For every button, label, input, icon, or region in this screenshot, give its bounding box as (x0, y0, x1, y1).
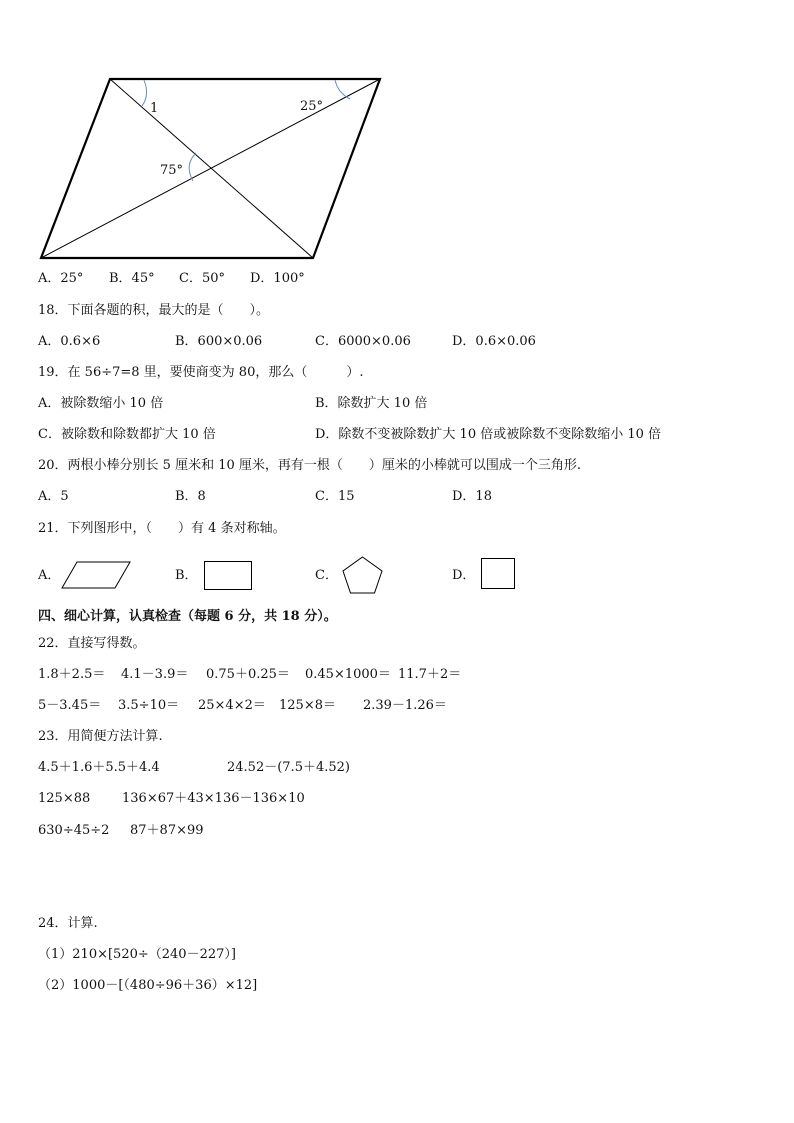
q18-stem: 18．下面各题的积，最大的是（ ）。 (38, 303, 270, 318)
q19-option-d: D．除数不变被除数扩大 10 倍或被除数不变除数缩小 10 倍 (315, 427, 662, 442)
pentagon-icon (342, 556, 384, 594)
parallelogram-figure (0, 0, 794, 280)
q17-option-a: A．25° (38, 271, 84, 286)
q23-stem: 23．用简便方法计算. (38, 729, 163, 744)
q21-option-a: A． (38, 568, 61, 583)
q24-item: （1）210×[520÷（240－227）] (38, 947, 236, 962)
q23-item: 630÷45÷2 (38, 823, 110, 838)
q22-item: 0.75＋0.25＝ (206, 667, 290, 682)
q21-option-b: B． (175, 568, 198, 583)
parallelogram-icon (62, 560, 132, 590)
q23-item: 87＋87×99 (130, 823, 204, 838)
q22-item: 125×8＝ (279, 698, 336, 713)
q22-item: 2.39－1.26＝ (363, 698, 447, 713)
q23-item: 4.5＋1.6＋5.5＋4.4 (38, 760, 160, 775)
q21-option-c: C． (315, 568, 338, 583)
q22-item: 5－3.45＝ (38, 698, 102, 713)
q20-stem: 20．两根小棒分别长 5 厘米和 10 厘米，再有一根（ ）厘米的小棒就可以围成一个三角形. (38, 458, 582, 473)
q21-option-d: D． (452, 568, 476, 583)
q22-stem: 22．直接写得数。 (38, 636, 146, 651)
q18-option-a: A．0.6×6 (38, 334, 101, 349)
q24-stem: 24．计算. (38, 916, 98, 931)
q22-item: 3.5÷10＝ (118, 698, 180, 713)
angle-arc-1 (142, 80, 147, 106)
q19-option-c: C．被除数和除数都扩大 10 倍 (38, 427, 216, 442)
q22-item: 11.7＋2＝ (398, 667, 462, 682)
q22-item: 4.1－3.9＝ (121, 667, 189, 682)
q22-item: 1.8＋2.5＝ (38, 667, 106, 682)
q17-option-d: D．100° (250, 271, 305, 286)
angle-label-25: 25° (300, 99, 324, 114)
q20-option-d: D．18 (452, 489, 492, 504)
angle-label-75: 75° (160, 163, 184, 178)
section-4-heading: 四、细心计算，认真检查（每题 6 分，共 18 分）。 (38, 609, 337, 624)
q20-option-a: A．5 (38, 489, 69, 504)
q17-option-b: B．45° (109, 271, 155, 286)
rectangle-icon (204, 561, 252, 591)
q20-option-c: C．15 (315, 489, 355, 504)
diagonal-2 (41, 79, 380, 258)
q23-item: 136×67＋43×136－136×10 (122, 791, 305, 806)
q20-option-b: B．8 (175, 489, 206, 504)
angle-label-1: 1 (150, 101, 159, 116)
q18-option-d: D．0.6×0.06 (452, 334, 536, 349)
q18-option-b: B．600×0.06 (175, 334, 263, 349)
q22-item: 0.45×1000＝ (305, 667, 391, 682)
q19-option-b: B．除数扩大 10 倍 (315, 396, 428, 411)
q22-item: 25×4×2＝ (198, 698, 266, 713)
q19-stem: 19．在 56÷7=8 里，要使商变为 80，那么（ ）. (38, 365, 364, 380)
square-icon (481, 558, 515, 590)
q23-item: 125×88 (38, 791, 91, 806)
q21-stem: 21．下列图形中，（ ）有 4 条对称轴。 (38, 521, 286, 536)
q24-item: （2）1000－[（480÷96＋36）×12] (38, 978, 258, 993)
q23-item: 24.52－(7.5＋4.52) (227, 760, 350, 775)
q19-option-a: A．被除数缩小 10 倍 (38, 396, 164, 411)
q18-option-c: C．6000×0.06 (315, 334, 411, 349)
q17-option-c: C．50° (179, 271, 225, 286)
